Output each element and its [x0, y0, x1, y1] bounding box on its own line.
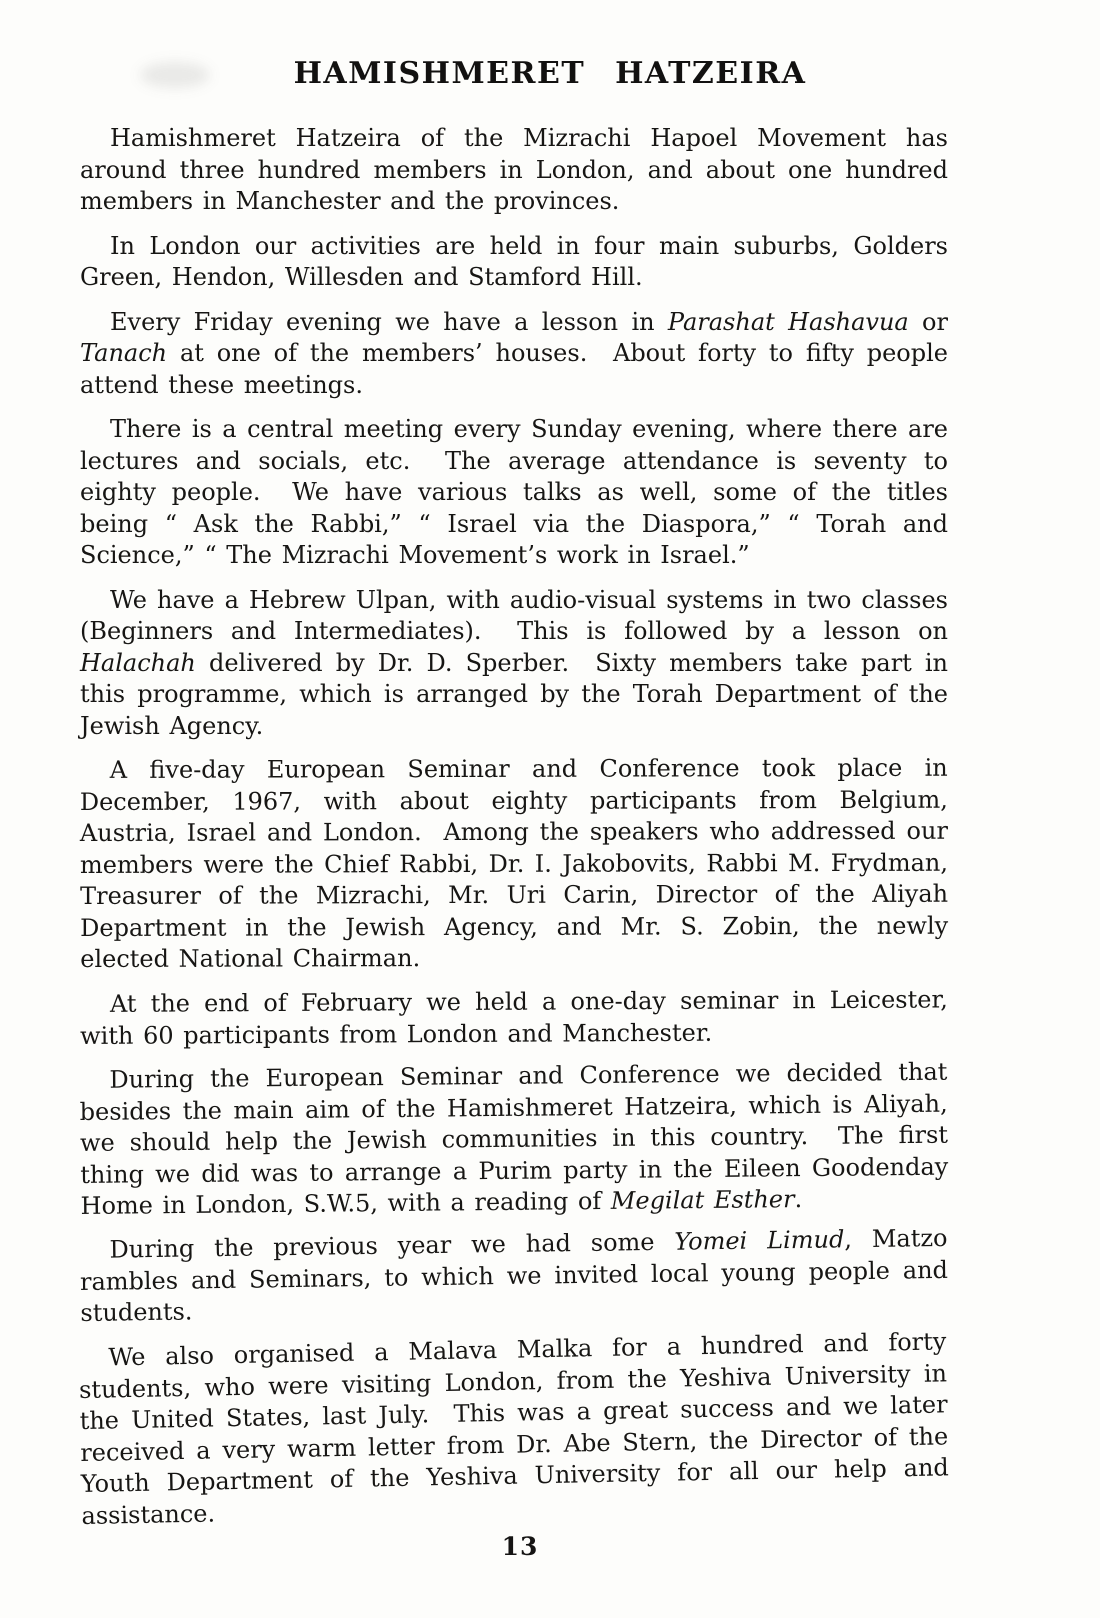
text-run: There is a central meeting every Sunday evening, where there are lectures and socials, etc. The average attendance is seventy to eighty people. We have various talks as well, some of the titles being “ Ask the Rabbi,” “ Israel via the Diaspora,” “ Torah and Science,” “ The Mizrachi Movement’s work in Israel.” — [80, 415, 948, 569]
text-run: In London our activities are held in four main suburbs, Golders Green, Hendon, Willesden and Stamford Hill. — [80, 231, 948, 291]
italic-text-run: Tanach — [80, 339, 168, 367]
italic-text-run: Parashat Hashavua — [667, 307, 909, 336]
text-run: Hamishmeret Hatzeira of the Mizrachi Hapoel Movement has around three hundred members in London, and about one hundred members in Manchester and the provinces. — [80, 124, 948, 215]
text-run: delivered by Dr. D. Sperber. Sixty members take part in this programme, which is arranged by the Torah Department of the Jewish Agency. — [80, 648, 948, 740]
paragraph — [80, 984, 948, 1052]
paragraph — [79, 1056, 948, 1222]
text-run: At the end of February we held a one-day seminar in Leicester, with 60 participants from London and Manchester. — [80, 984, 948, 1049]
text-run: During the previous year we had some — [109, 1227, 675, 1264]
text-run: or — [908, 307, 948, 336]
paragraph — [80, 414, 948, 572]
document-body — [80, 123, 948, 1532]
text-run: We also organised a Malava Malka for a hundred and forty students, who were visiting London, from the Yeshiva University in the United States, last July. This was a great success and we later received a very warm letter from Dr. Abe Stern, the Director of the Youth Department of the Yeshiva University for all our help and assistance. — [78, 1326, 950, 1529]
text-run: Every Friday evening we have a lesson in — [110, 307, 668, 336]
page-title: HAMISHMERET HATZEIRA — [293, 56, 807, 91]
paragraph — [80, 307, 948, 402]
paragraph — [80, 231, 948, 294]
page-number: 13 — [501, 1532, 539, 1561]
paragraph — [80, 753, 949, 976]
text-run: , Matzo rambles and Seminars, to which we invited local young people and students. — [79, 1223, 949, 1327]
text-run: at one of the members’ houses. About forty to fifty people attend these meetings. — [80, 339, 948, 399]
text-run: . — [794, 1184, 803, 1213]
text-run: A five-day European Seminar and Conference took place in December, 1967, with about eighty participants from Belgium, Austria, Israel and London. Among the speakers who addressed our members were the Chief Rabbi, Dr. I. Jakobovits, Rabbi M. Frydman, Treasurer of the Mizrachi, Mr. Uri Carin, Director of the Aliyah Department in the Jewish Agency, and Mr. S. Zobin, the newly elected National Chairman. — [79, 753, 949, 973]
text-run: We have a Hebrew Ulpan, with audio-visual systems in two classes (Beginners and Intermediates). This is followed by a lesson on — [80, 585, 948, 645]
paragraph — [78, 1326, 949, 1532]
italic-text-run: Halachah — [80, 648, 196, 677]
text-run: During the European Seminar and Conference we decided that besides the main aim of the Hamishmeret Hatzeira, which is Aliyah, we should help the Jewish communities in this country. The first thing we did was to arrange a Purim party in the Eileen Goodenday Home in London, S.W.5, with a reading of — [79, 1057, 949, 1220]
italic-text-run: Yomei Limud — [674, 1225, 845, 1256]
italic-text-run: Megilat Esther — [610, 1184, 795, 1215]
scan-smudge-artifact — [140, 62, 210, 88]
paragraph — [80, 585, 948, 743]
paragraph — [79, 1223, 948, 1330]
paragraph — [80, 123, 948, 218]
